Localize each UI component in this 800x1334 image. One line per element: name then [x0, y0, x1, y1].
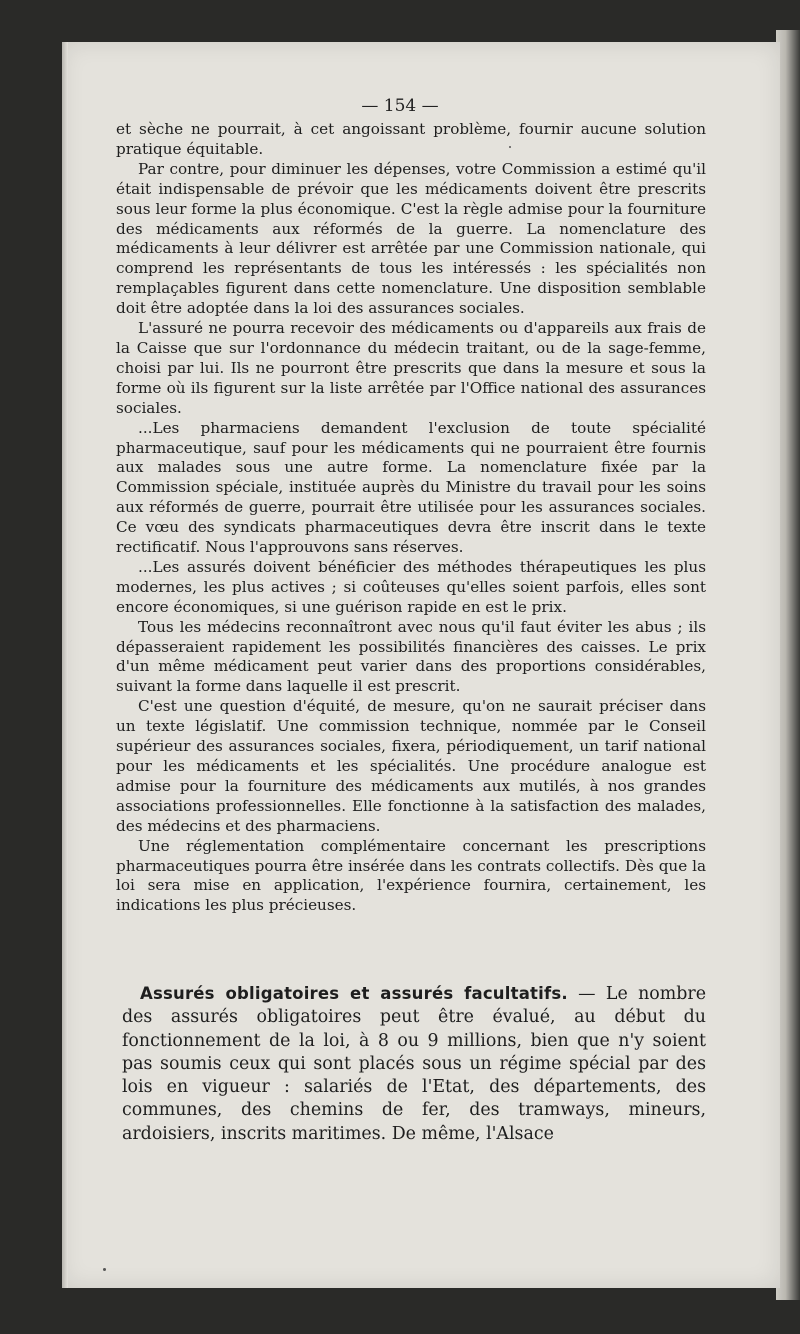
section-title: Assurés obligatoires et assurés facultatifs.	[140, 984, 568, 1003]
paragraph: L'assuré ne pourra recevoir des médicaments ou d'appareils aux frais de la Caisse que sur l'ordonnance du médecin traitant, ou de la sage-femme, choisi par lui. Ils ne pourront être prescrits que dans la mesure et sous la forme où ils figurent sur la liste arrêtée par l'Office national des assurances sociales.	[116, 319, 706, 417]
section-paragraph	[122, 982, 706, 1146]
paragraph: et sèche ne pourrait, à cet angoissant problème, fournir aucune solution pratique équitable.	[116, 120, 706, 158]
paragraph: Par contre, pour diminuer les dépenses, votre Commission a estimé qu'il était indispensable de prévoir que les médicaments doivent être prescrits sous leur forme la plus économique. C'est la règle admise pour la fourniture des médicaments aux réformés de la guerre. La nomenclature des médicaments à leur délivrer est arrêtée par une Commission nationale, qui comprend les représentants de tous les intéressés : les spécialités non remplaçables figurent dans cette nomenclature. Une disposition semblable doit être adoptée dans la loi des assurances sociales.	[116, 159, 706, 318]
body-text	[116, 120, 706, 916]
page-edge-left	[62, 42, 68, 1288]
section-text: — Le nombre des assurés obligatoires peut être évalué, au début du fonctionnement de la loi, à 8 ou 9 millions, bien que n'y soient pas soumis ceux qui sont placés sous un régime spécial par des lois en vigueur : salariés de l'Etat, des départements, des communes, des chemins de fer, des tramways, mineurs, ardoisiers, inscrits maritimes. De même, l'Alsace	[122, 984, 706, 1144]
page-number: — 154 —	[361, 96, 439, 116]
paragraph: Une réglementation complémentaire concernant les prescriptions pharmaceutiques pourra être insérée dans les contrats collectifs. Dès que la loi sera mise en application, l'expérience fournira, certainement, les indications les plus précieuses.	[116, 836, 706, 915]
dust-speck	[103, 1268, 106, 1271]
section	[122, 982, 706, 1146]
paragraph: Tous les médecins reconnaîtront avec nous qu'il faut éviter les abus ; ils dépasseraient rapidement les possibilités financières des caisses. Le prix d'un même médicament peut varier dans des proportions considérables, suivant la forme dans laquelle il est prescrit.	[116, 617, 706, 696]
paragraph: ...Les pharmaciens demandent l'exclusion de toute spécialité pharmaceutique, sauf pour les médicaments qui ne pourraient être fournis aux malades sous une autre forme. La nomenclature fixée par la Commission spéciale, instituée auprès du Ministre du travail pour les soins aux réformés de guerre, pourrait être utilisée pour les assurances sociales. Ce vœu des syndicats pharmaceutiques devra être inscrit dans le texte rectificatif. Nous l'approuvons sans réserves.	[116, 418, 706, 557]
dust-speck	[509, 146, 511, 148]
paragraph: C'est une question d'équité, de mesure, qu'on ne saurait préciser dans un texte législatif. Une commission technique, nommée par le Conseil supérieur des assurances sociales, fixera, périodiquement, un tarif national pour les médicaments et les spécialités. Une procédure analogue est admise pour la fourniture des médicaments aux mutilés, à nos grandes associations professionnelles. Elle fonctionne à la satisfaction des malades, des médecins et des pharmaciens.	[116, 697, 706, 835]
paragraph: ...Les assurés doivent bénéficier des méthodes thérapeutiques les plus modernes, les plus actives ; si coûteuses qu'elles soient parfois, elles sont encore économiques, si une guérison rapide en est le prix.	[116, 557, 706, 616]
